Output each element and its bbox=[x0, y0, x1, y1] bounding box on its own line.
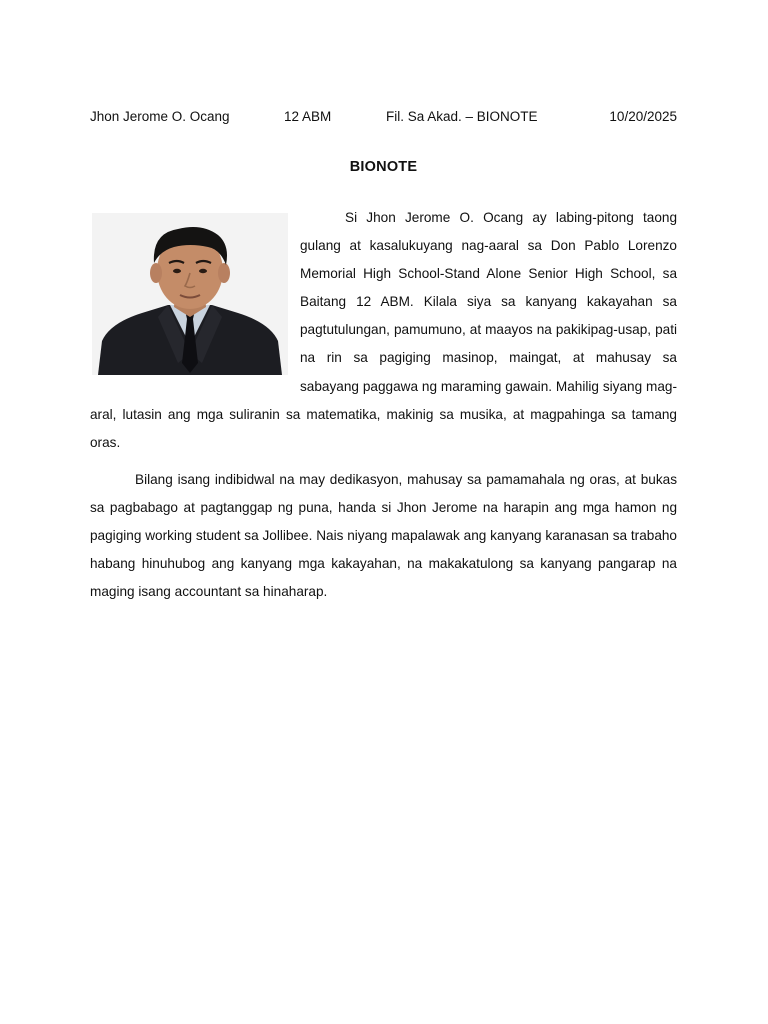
header-subject: Fil. Sa Akad. – BIONOTE bbox=[386, 109, 538, 124]
header-student-name: Jhon Jerome O. Ocang bbox=[90, 109, 230, 124]
document-title: BIONOTE bbox=[349, 159, 418, 175]
document-header bbox=[90, 108, 677, 126]
student-portrait-photo bbox=[92, 213, 288, 375]
header-date: 10/20/2025 bbox=[609, 109, 677, 124]
bionote-paragraph-1: Si Jhon Jerome O. Ocang ay labing-pitong taong gulang at kasalukuyang nag-aaral sa Don Pablo Lorenzo Memorial High School-Stand Alone Senior High School, sa Baitang 12 ABM. Kilala siya sa kanyang kakayahan sa pagtutulungan, pamumuno, at maayos na pakikipag-usap, pati na rin sa pagiging masinop, maingat, at mahusay sa sabayang paggawa ng maraming gawain. Mahilig siyang mag-aral, lutasin ang mga suliranin sa matematika, makinig sa musika, at magpahinga sa tamang oras. bbox=[90, 210, 677, 450]
portrait-illustration bbox=[92, 213, 288, 375]
bionote-paragraph-2: Bilang isang indibidwal na may dedikasyon, mahusay sa pamamahala ng oras, at bukas sa pagbabago at pagtanggap ng puna, handa si Jhon Jerome na harapin ang mga hamon ng pagiging working student sa Jollibee. Nais niyang mapalawak ang kanyang karanasan sa trabaho habang hinuhubog ang kanyang mga kakayahan, na makakatulong sa kanyang pangarap na maging isang accountant sa hinaharap. bbox=[90, 471, 677, 600]
bionote-body bbox=[90, 204, 677, 606]
header-grade-section: 12 ABM bbox=[284, 109, 332, 124]
